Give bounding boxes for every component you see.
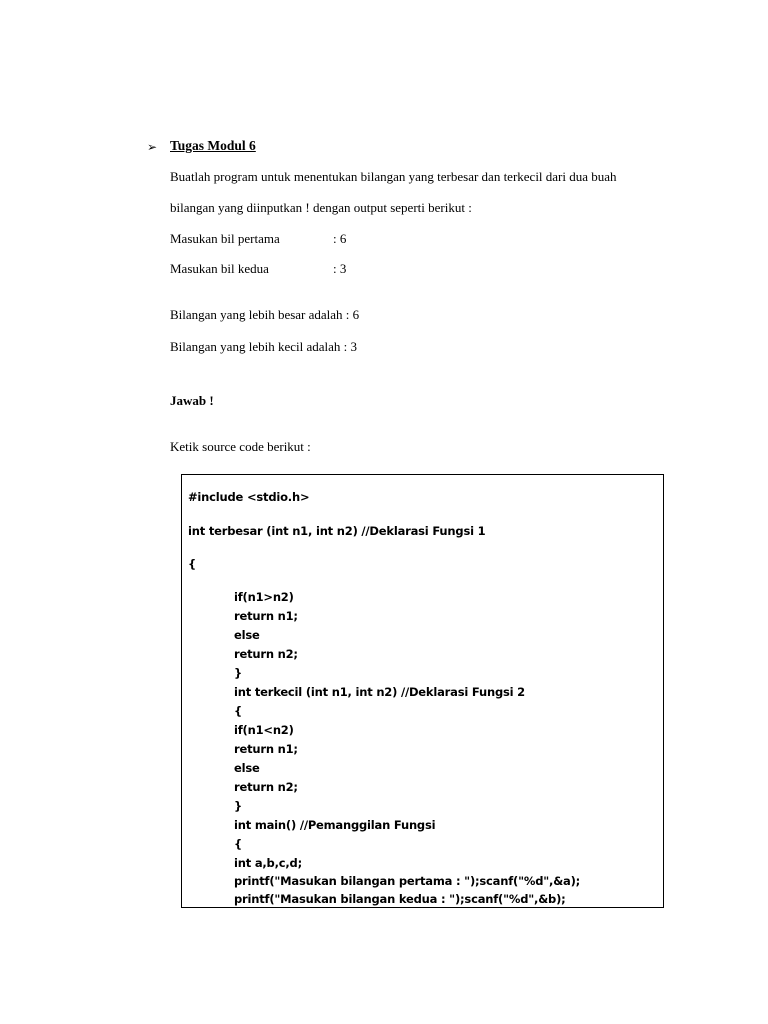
code-line: int terbesar (int n1, int n2) //Deklarasi Fungsi 1 [188, 524, 486, 538]
input1-value: : 6 [333, 231, 347, 246]
input2-value: : 3 [333, 261, 347, 276]
code-line: return n2; [234, 647, 298, 661]
code-line: #include <stdio.h> [188, 490, 310, 504]
task-text-line-2: bilangan yang diinputkan ! dengan output seperti berikut : [170, 200, 472, 215]
code-line: int terkecil (int n1, int n2) //Deklarasi Fungsi 2 [234, 685, 525, 699]
code-line: { [234, 704, 242, 718]
code-line: return n1; [234, 742, 298, 756]
code-line: if(n1>n2) [234, 590, 294, 604]
code-line: printf("Masukan bilangan kedua : ");scanf("%d",&b); [234, 892, 566, 906]
code-line: { [188, 557, 196, 571]
input1-label: Masukan bil pertama [170, 231, 280, 246]
code-line: } [234, 666, 242, 680]
code-line: if(n1<n2) [234, 723, 294, 737]
code-line: { [234, 837, 242, 851]
answer-title: Jawab ! [170, 393, 214, 408]
code-line: int main() //Pemanggilan Fungsi [234, 818, 436, 832]
code-line: else [234, 628, 260, 642]
input2-label: Masukan bil kedua [170, 261, 269, 276]
code-line: int a,b,c,d; [234, 856, 302, 870]
task-text-line-1: Buatlah program untuk menentukan bilangan yang terbesar dan terkecil dari dua buah [170, 169, 617, 184]
section-title: Tugas Modul 6 [170, 138, 256, 153]
code-line: } [234, 799, 242, 813]
code-line: return n1; [234, 609, 298, 623]
arrow-bullet-icon: ➢ [147, 140, 158, 154]
output-line-2: Bilangan yang lebih kecil adalah : 3 [170, 339, 357, 354]
answer-instruction: Ketik source code berikut : [170, 439, 311, 454]
code-block [181, 474, 664, 908]
code-line: printf("Masukan bilangan pertama : ");scanf("%d",&a); [234, 874, 581, 888]
code-line: else [234, 761, 260, 775]
output-line-1: Bilangan yang lebih besar adalah : 6 [170, 307, 360, 322]
code-line: return n2; [234, 780, 298, 794]
